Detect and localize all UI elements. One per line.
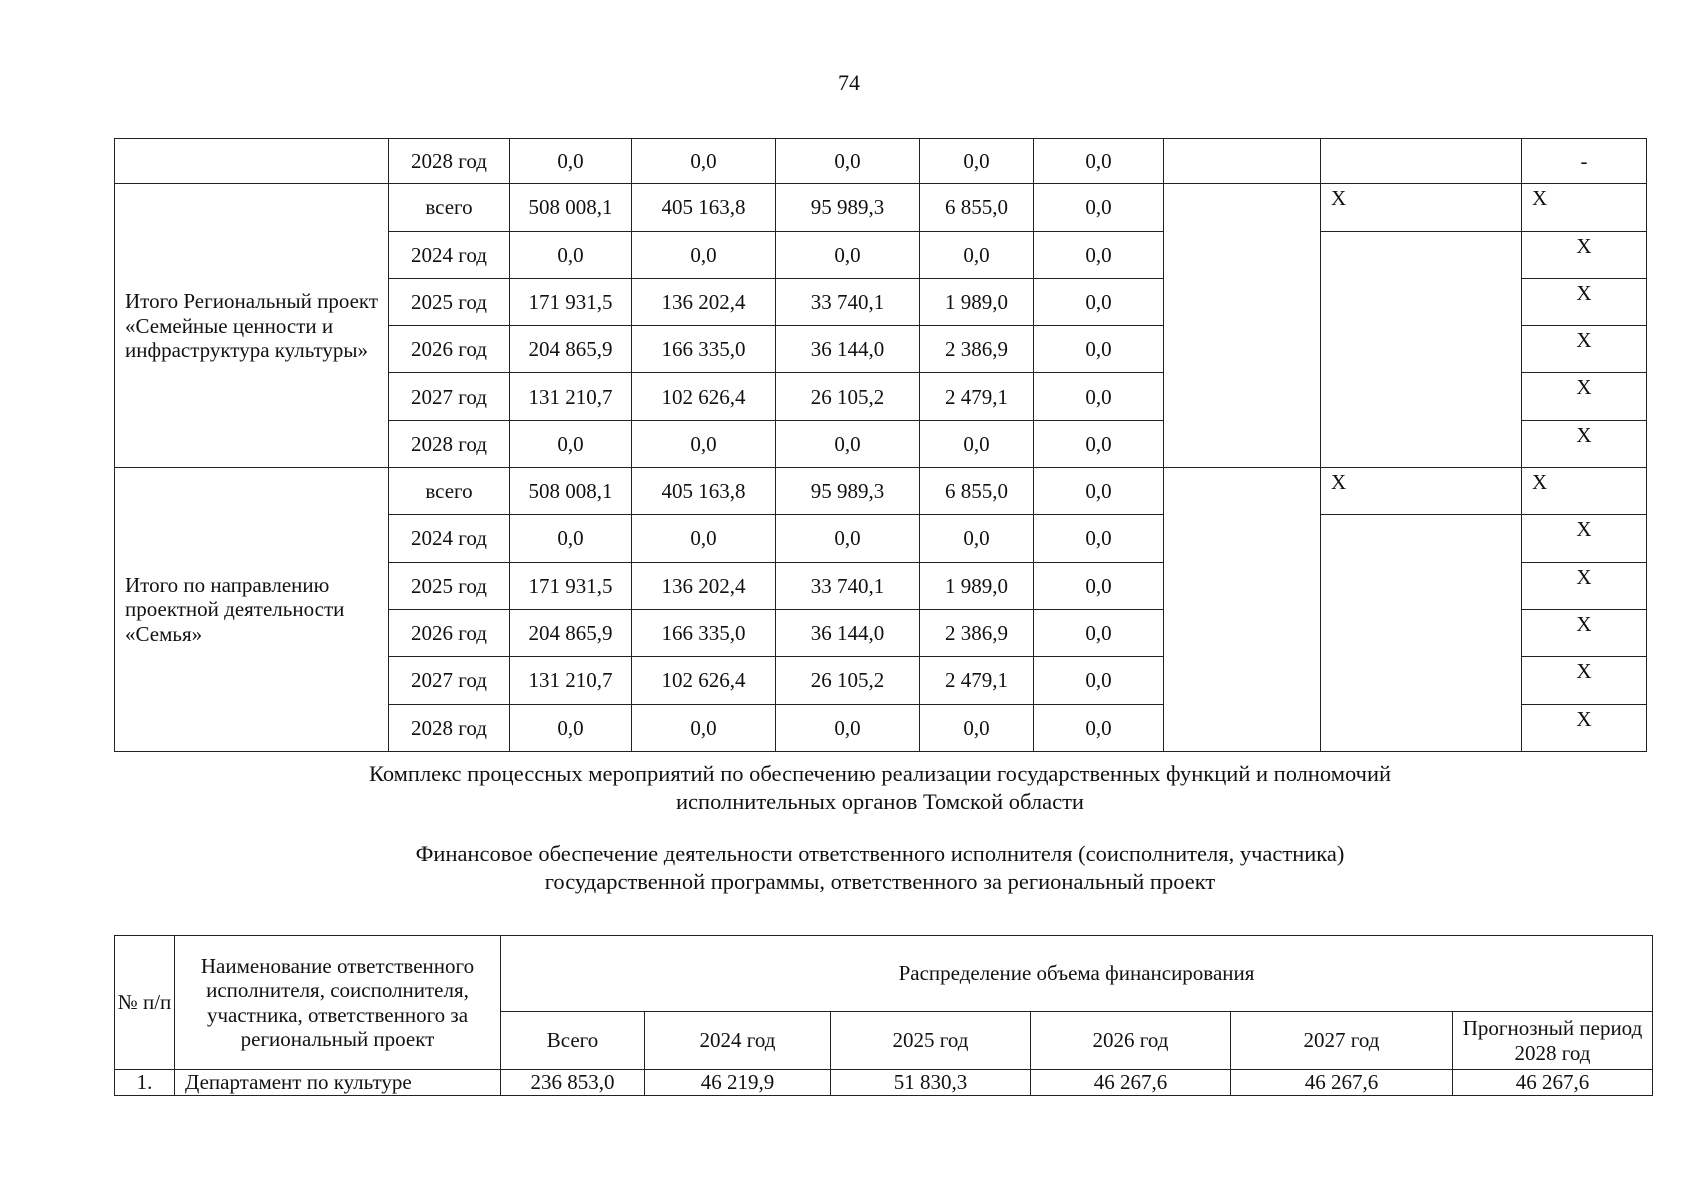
heading-line: исполнительных органов Томской области xyxy=(676,789,1084,814)
value-cell: 0,0 xyxy=(632,139,776,184)
subsection-heading xyxy=(114,840,1646,896)
value-cell: 0,0 xyxy=(776,704,920,751)
value-cell: 0,0 xyxy=(1034,515,1164,562)
year-header: 2025 год xyxy=(831,1012,1031,1070)
value-cell: 0,0 xyxy=(1034,562,1164,609)
funding-table-continued xyxy=(114,138,1647,752)
value-cell: 0,0 xyxy=(632,231,776,278)
value-cell: 6 855,0 xyxy=(920,184,1034,231)
value-cell: 0,0 xyxy=(1034,231,1164,278)
executor-name-header: Наименование ответственного исполнителя, соисполнителя, участника, ответственного за региональный проект xyxy=(175,936,501,1070)
value-cell: 0,0 xyxy=(776,139,920,184)
value-cell: 0,0 xyxy=(776,420,920,467)
year-header: 2026 год xyxy=(1031,1012,1231,1070)
period-cell: 2027 год xyxy=(389,373,510,420)
period-cell: 2024 год xyxy=(389,231,510,278)
table-row xyxy=(115,468,1647,515)
period-cell: 2026 год xyxy=(389,609,510,656)
value-cell: 171 931,5 xyxy=(510,278,632,325)
x-mark: X xyxy=(1522,704,1647,751)
value-cell: 131 210,7 xyxy=(510,373,632,420)
section-heading xyxy=(114,760,1646,816)
value-cell: 36 144,0 xyxy=(776,326,920,373)
value-cell: 102 626,4 xyxy=(632,373,776,420)
page-number: 74 xyxy=(838,70,860,95)
value-cell: 0,0 xyxy=(920,704,1034,751)
x-mark: X xyxy=(1321,184,1522,231)
executor-funding-table xyxy=(114,935,1653,1096)
empty-cell xyxy=(1321,515,1522,751)
value-cell: 95 989,3 xyxy=(776,184,920,231)
value-cell: 2 479,1 xyxy=(920,657,1034,704)
x-mark: X xyxy=(1522,657,1647,704)
period-cell: 2028 год xyxy=(389,139,510,184)
table-row xyxy=(115,1070,1653,1096)
value-cell: 2 386,9 xyxy=(920,609,1034,656)
value-cell: 46 267,6 xyxy=(1231,1070,1453,1096)
x-mark: X xyxy=(1522,373,1647,420)
value-cell: 0,0 xyxy=(1034,139,1164,184)
x-mark: X xyxy=(1522,420,1647,467)
x-mark: X xyxy=(1522,326,1647,373)
empty-cell xyxy=(1164,184,1321,468)
value-cell: 0,0 xyxy=(632,515,776,562)
value-cell: 166 335,0 xyxy=(632,326,776,373)
executor-name: Департамент по культуре xyxy=(175,1070,501,1096)
period-cell: 2027 год xyxy=(389,657,510,704)
value-cell: 131 210,7 xyxy=(510,657,632,704)
value-cell: 136 202,4 xyxy=(632,278,776,325)
empty-cell xyxy=(1321,139,1522,184)
value-cell: 0,0 xyxy=(1034,657,1164,704)
name-cell xyxy=(115,139,389,184)
total-header: Всего xyxy=(501,1012,645,1070)
value-cell: 0,0 xyxy=(1034,609,1164,656)
value-cell: 0,0 xyxy=(776,231,920,278)
period-cell: всего xyxy=(389,184,510,231)
value-cell: 204 865,9 xyxy=(510,609,632,656)
period-cell: 2025 год xyxy=(389,278,510,325)
funding-group-header: Распределение объема финансирования xyxy=(501,936,1653,1012)
period-cell: 2025 год xyxy=(389,562,510,609)
value-cell: 1 989,0 xyxy=(920,278,1034,325)
value-cell: 6 855,0 xyxy=(920,468,1034,515)
value-cell: 46 267,6 xyxy=(1453,1070,1653,1096)
group-name: Итого Региональный проект «Семейные ценности и инфраструктура культуры» xyxy=(115,184,389,468)
value-cell: 0,0 xyxy=(1034,468,1164,515)
value-cell: 33 740,1 xyxy=(776,278,920,325)
period-cell: всего xyxy=(389,468,510,515)
value-cell: 0,0 xyxy=(1034,420,1164,467)
value-cell: 36 144,0 xyxy=(776,609,920,656)
value-cell: 0,0 xyxy=(920,139,1034,184)
value-cell: 0,0 xyxy=(1034,373,1164,420)
x-mark: X xyxy=(1522,468,1647,515)
value-cell: 0,0 xyxy=(920,515,1034,562)
forecast-header: Прогнозный период 2028 год xyxy=(1453,1012,1653,1070)
value-cell: 46 219,9 xyxy=(645,1070,831,1096)
value-cell: 0,0 xyxy=(510,420,632,467)
heading-line: Финансовое обеспечение деятельности ответственного исполнителя (соисполнителя, участника) xyxy=(415,841,1345,866)
value-cell: 0,0 xyxy=(510,515,632,562)
empty-cell xyxy=(1321,231,1522,467)
heading-line: государственной программы, ответственного за региональный проект xyxy=(544,869,1216,894)
value-cell: 0,0 xyxy=(920,420,1034,467)
row-number: 1. xyxy=(115,1070,175,1096)
value-cell: 171 931,5 xyxy=(510,562,632,609)
year-header: 2024 год xyxy=(645,1012,831,1070)
value-cell: 2 386,9 xyxy=(920,326,1034,373)
value-cell: 236 853,0 xyxy=(501,1070,645,1096)
value-cell: 508 008,1 xyxy=(510,184,632,231)
table-row xyxy=(115,184,1647,231)
value-cell: 0,0 xyxy=(1034,184,1164,231)
period-cell: 2024 год xyxy=(389,515,510,562)
value-cell: 0,0 xyxy=(776,515,920,562)
group-name: Итого по направлению проектной деятельности «Семья» xyxy=(115,468,389,752)
period-cell: 2026 год xyxy=(389,326,510,373)
value-cell: 0,0 xyxy=(920,231,1034,278)
x-mark: X xyxy=(1522,515,1647,562)
value-cell: 136 202,4 xyxy=(632,562,776,609)
value-cell: 405 163,8 xyxy=(632,468,776,515)
value-cell: 26 105,2 xyxy=(776,657,920,704)
value-cell: 0,0 xyxy=(510,231,632,278)
value-cell: 405 163,8 xyxy=(632,184,776,231)
empty-cell xyxy=(1164,468,1321,752)
x-mark: X xyxy=(1522,231,1647,278)
period-cell: 2028 год xyxy=(389,704,510,751)
value-cell: 26 105,2 xyxy=(776,373,920,420)
value-cell: 508 008,1 xyxy=(510,468,632,515)
table-row xyxy=(115,139,1647,184)
value-cell: 0,0 xyxy=(632,420,776,467)
x-mark: X xyxy=(1522,609,1647,656)
x-mark: X xyxy=(1522,184,1647,231)
value-cell: 0,0 xyxy=(632,704,776,751)
value-cell: 0,0 xyxy=(1034,278,1164,325)
year-header: 2027 год xyxy=(1231,1012,1453,1070)
value-cell: 0,0 xyxy=(1034,326,1164,373)
dash-cell: - xyxy=(1522,139,1647,184)
value-cell: 0,0 xyxy=(1034,704,1164,751)
value-cell: 95 989,3 xyxy=(776,468,920,515)
value-cell: 204 865,9 xyxy=(510,326,632,373)
period-cell: 2028 год xyxy=(389,420,510,467)
table-header-row xyxy=(115,936,1653,1012)
value-cell: 0,0 xyxy=(510,139,632,184)
value-cell: 0,0 xyxy=(510,704,632,751)
value-cell: 166 335,0 xyxy=(632,609,776,656)
empty-cell xyxy=(1164,139,1321,184)
value-cell: 2 479,1 xyxy=(920,373,1034,420)
value-cell: 102 626,4 xyxy=(632,657,776,704)
x-mark: X xyxy=(1522,562,1647,609)
x-mark: X xyxy=(1522,278,1647,325)
number-header: № п/п xyxy=(115,936,175,1070)
value-cell: 46 267,6 xyxy=(1031,1070,1231,1096)
value-cell: 51 830,3 xyxy=(831,1070,1031,1096)
x-mark: X xyxy=(1321,468,1522,515)
value-cell: 33 740,1 xyxy=(776,562,920,609)
value-cell: 1 989,0 xyxy=(920,562,1034,609)
heading-line: Комплекс процессных мероприятий по обеспечению реализации государственных функций и полномочий xyxy=(368,761,1392,786)
